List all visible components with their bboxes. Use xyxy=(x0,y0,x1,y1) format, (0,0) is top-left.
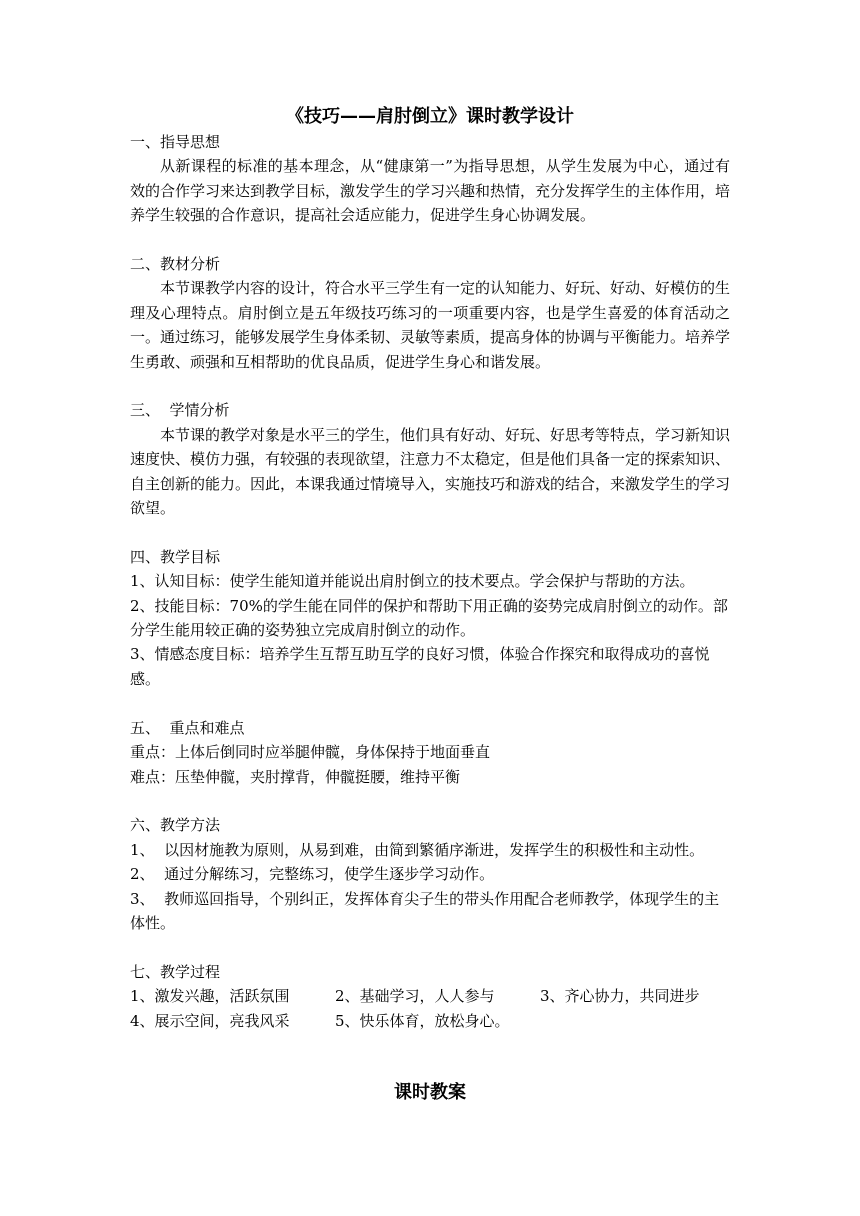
list-item: 难点：压垫伸髋，夹肘撑背，伸髋挺腰，维持平衡 xyxy=(130,767,461,786)
list-item: 2、技能目标：70%的学生能在同伴的保护和帮助下用正确的姿势完成肩肘倒立的动作。部分学生能用较正确的姿势独立完成肩肘倒立的动作。 xyxy=(130,596,728,640)
section-heading-teaching-process: 七、教学过程 xyxy=(130,962,221,981)
process-step: 3、齐心协力，共同进步 xyxy=(540,987,700,1006)
list-item: 2、 通过分解练习，完整练习，使学生逐步学习动作。 xyxy=(130,865,495,884)
list-item: 1、认知目标：使学生能知道并能说出肩肘倒立的技术要点。学会保护与帮助的方法。 xyxy=(130,572,695,591)
section-heading-teaching-methods: 六、教学方法 xyxy=(130,816,221,835)
section-heading-teaching-goals: 四、教学目标 xyxy=(130,547,221,566)
process-row-1 xyxy=(130,984,730,1008)
document-title: 《技巧——肩肘倒立》课时教学设计 xyxy=(286,106,574,127)
paragraph-material-analysis: 本节课教学内容的设计，符合水平三学生有一定的认知能力、好玩、好动、好模仿的生理及心理特点。肩肘倒立是五年级技巧练习的一项重要内容，也是学生喜爱的体育活动之一。通过练习，能够发展学生身体柔韧、灵敏等素质，提高身体的协调与平衡能力。培养学生勇敢、顽强和互相帮助的优良品质，促进学生身心和谐发展。 xyxy=(130,279,731,371)
document-body xyxy=(130,130,730,1033)
process-step: 2、基础学习，人人参与 xyxy=(335,987,495,1006)
paragraph-guiding-ideology: 从新课程的标准的基本理念，从“健康第一”为指导思想，从学生发展为中心，通过有效的合作学习来达到教学目标，激发学生的学习兴趣和热情，充分发挥学生的主体作用，培养学生较强的合作意识，提高社会适应能力，促进学生身心协调发展。 xyxy=(130,157,731,225)
process-step: 5、快乐体育，放松身心。 xyxy=(335,1011,510,1030)
section-heading-key-points: 五、 重点和难点 xyxy=(130,718,245,737)
section-heading-guiding-ideology: 一、指导思想 xyxy=(130,133,221,151)
list-item: 重点：上体后倒同时应举腿伸髋，身体保持于地面垂直 xyxy=(130,743,491,762)
list-item: 1、 以因材施教为原则，从易到难，由简到繁循序渐进，发挥学生的积极性和主动性。 xyxy=(130,840,705,859)
list-item: 3、情感态度目标：培养学生互帮互助互学的良好习惯，体验合作探究和取得成功的喜悦感。 xyxy=(130,645,710,688)
paragraph-learner-analysis: 本节课的教学对象是水平三的学生，他们具有好动、好玩、好思考等特点，学习新知识速度快、模仿力强，有较强的表现欲望，注意力不太稳定，但是他们具备一定的探索知识、自主创新的能力。因此，本课我通过情境导入，实施技巧和游戏的结合，来激发学生的学习欲望。 xyxy=(130,425,731,518)
section-heading-learner-analysis: 三、 学情分析 xyxy=(130,401,230,420)
process-step: 4、展示空间，亮我风采 xyxy=(130,1011,290,1030)
list-item: 3、 教师巡回指导，个别纠正，发挥体育尖子生的带头作用配合老师教学，体现学生的主体性。 xyxy=(130,889,720,932)
section-heading-material-analysis: 二、教材分析 xyxy=(130,255,221,274)
lesson-plan-subtitle: 课时教案 xyxy=(394,1082,466,1103)
process-row-2 xyxy=(130,1009,730,1033)
process-step: 1、激发兴趣，活跃氛围 xyxy=(130,987,290,1006)
